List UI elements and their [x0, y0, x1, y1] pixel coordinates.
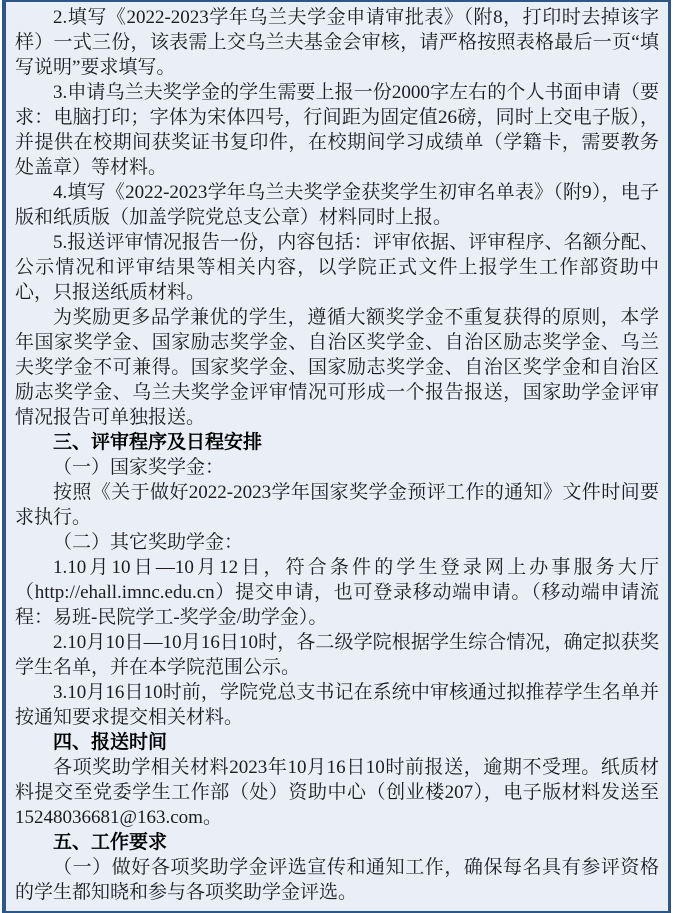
- paragraph-secretary-review-step: 3.10月16日10时前，学院党总支书记在系统中审核通过拟推荐学生名单并按通知要求提交相关材料。: [15, 682, 659, 728]
- section-heading-work-requirements: 五、工作要求: [53, 832, 168, 853]
- paragraph-other-scholarships-label: （二）其它奖助学金：: [53, 532, 244, 553]
- paragraph-review-report: 5.报送评审情况报告一份，内容包括：评审依据、评审程序、名额分配、公示情况和评审结果等相关内容，以学院正式文件上报学生工作部资助中心，只报送纸质材料。: [15, 232, 659, 303]
- paragraph-online-application-step: 1.10月10日—10月12日，符合条件的学生登录网上办事服务大厅（http://ehall.imnc.edu.cn）提交申请，也可登录移动端申请。（移动端申请流程：易班-民院学工-奖学金/助学金）。: [15, 557, 659, 628]
- paragraph-publicity-requirement: （一）做好各项奖助学金评选宣传和通知工作，确保每名具有参评资格的学生都知晓和参与各项奖助学金评选。: [15, 857, 659, 903]
- paragraph-personal-written-application: 3.申请乌兰夫奖学金的学生需要上报一份2000字左右的个人书面申请（要求：电脑打印；字体为宋体四号，行间距为固定值26磅，同时上交电子版），并提供在校期间获奖证书复印件，在校期间学习成绩单（学籍卡，需要教务处盖章）等材料。: [15, 82, 659, 178]
- paragraph-national-scholarship-timing: 按照《关于做好2022-2023学年国家奖学金预评工作的通知》文件时间要求执行。: [15, 482, 659, 528]
- section-heading-review-procedure: 三、评审程序及日程安排: [53, 432, 263, 453]
- paragraph-no-duplicate-awards: 为奖励更多品学兼优的学生，遵循大额奖学金不重复获得的原则，本学年国家奖学金、国家励志奖学金、自治区奖学金、自治区励志奖学金、乌兰夫奖学金不可兼得。国家奖学金、国家励志奖学金、自治区奖学金和自治区励志奖学金、乌兰夫奖学金评审情况可形成一个报告报送，国家助学金评审情况报告可单独报送。: [15, 307, 659, 428]
- paragraph-national-scholarship-label: （一）国家奖学金：: [53, 457, 225, 478]
- notice-document-page: [2, 0, 671, 913]
- paragraph-college-confirmation-step: 2.10月10日—10月16日10时，各二级学院根据学生综合情况，确定拟获奖学生名单，并在本学院范围公示。: [15, 632, 659, 678]
- paragraph-fill-approval-form: 2.填写《2022-2023学年乌兰夫学金申请审批表》（附8，打印时去掉该字样）一式三份，该表需上交乌兰夫基金会审核，请严格按照表格最后一页“填写说明”要求填写。: [15, 7, 659, 78]
- paragraph-submission-deadline: 各项奖助学相关材料2023年10月16日10时前报送，逾期不受理。纸质材料提交至党委学生工作部（处）资助中心（创业楼207），电子版材料发送至15248036681@163.com。: [15, 757, 659, 828]
- section-heading-submission-time: 四、报送时间: [53, 732, 168, 753]
- paragraph-preliminary-list-form: 4.填写《2022-2023学年乌兰夫奖学金获奖学生初审名单表》（附9），电子版和纸质版（加盖学院党总支公章）材料同时上报。: [15, 182, 659, 228]
